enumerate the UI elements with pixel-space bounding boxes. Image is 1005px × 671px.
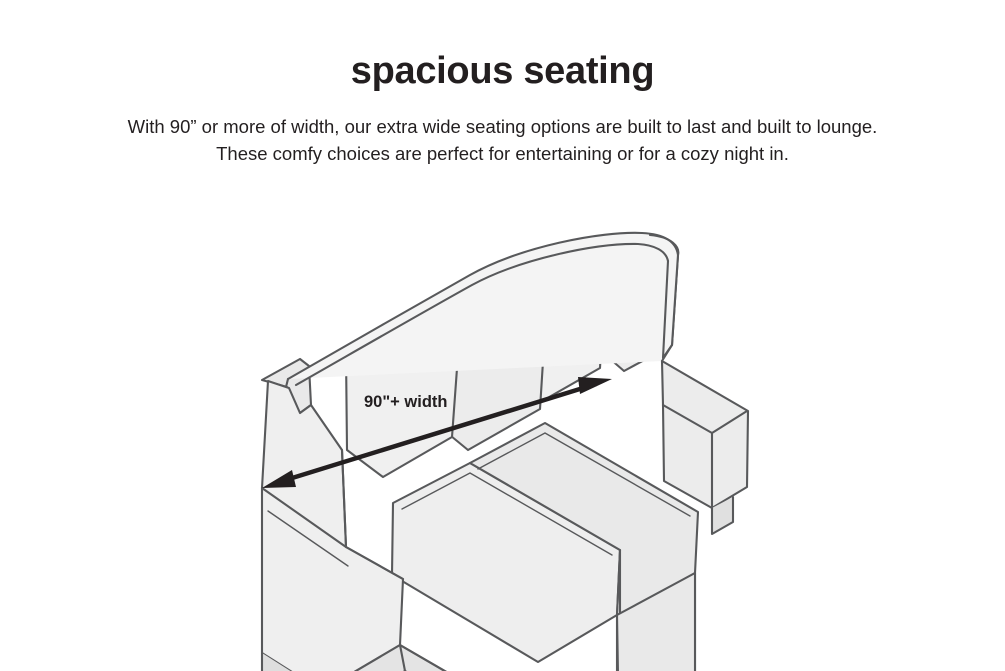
sofa-illustration: [0, 175, 1005, 671]
page-subtitle: [83, 113, 923, 168]
subtitle-line-1: With 90” or more of width, our extra wide seating options are built to last and built to lounge.: [127, 116, 878, 137]
dimension-label: 90"+ width: [364, 393, 448, 411]
page-title: spacious seating: [350, 50, 655, 92]
subtitle-line-2: These comfy choices are perfect for entertaining or for a cozy night in.: [216, 143, 789, 165]
